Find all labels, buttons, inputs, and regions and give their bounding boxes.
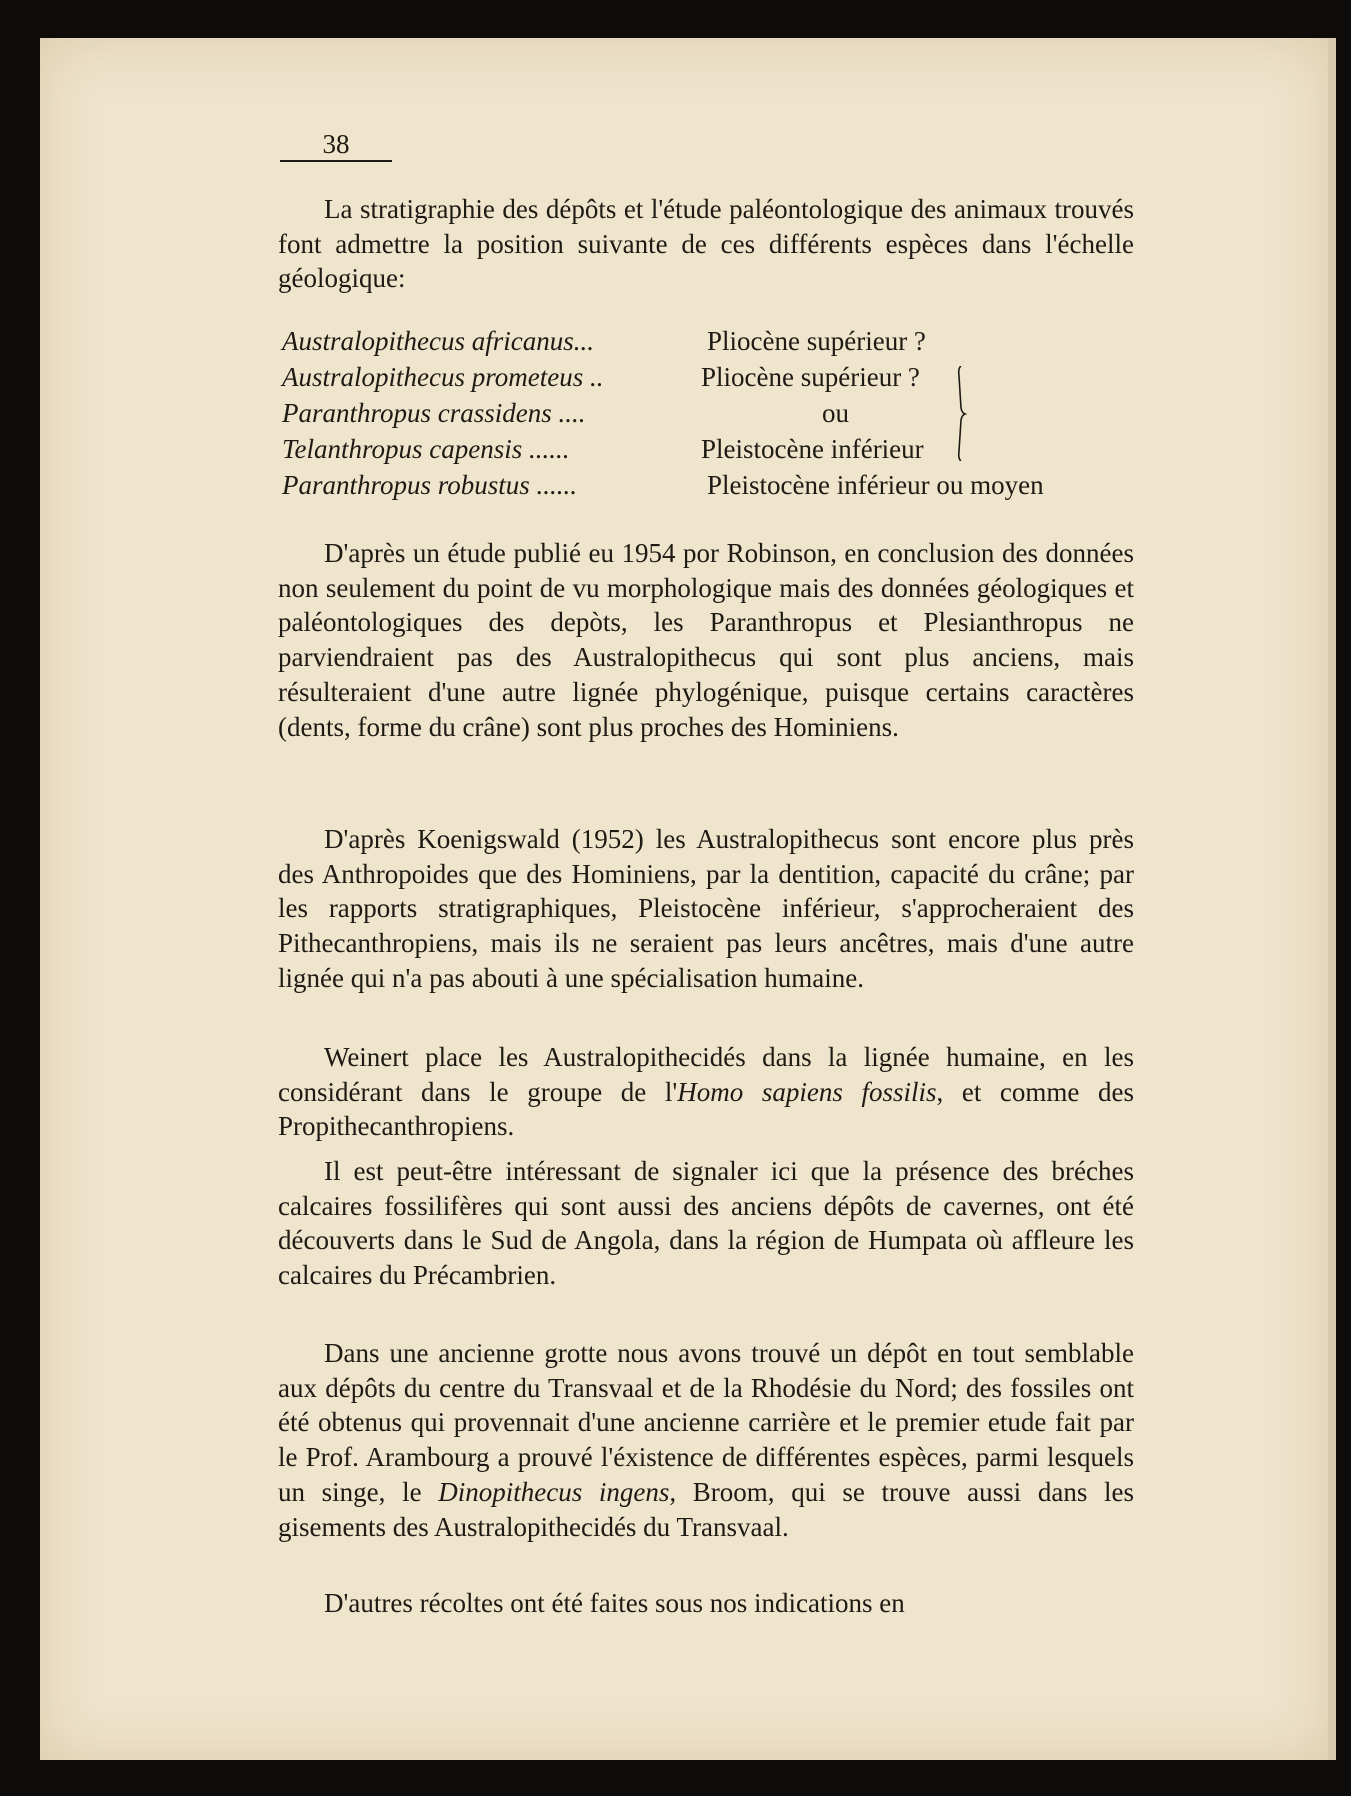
table-row: [282, 395, 1142, 431]
grotte-text: Dans une ancienne grotte nous avons trouvé un dépôt en tout semblable aux dépôts du centre du Transvaal et de la Rhodésie du Nord; des fossiles ont été obtenus qui provennait d'une ancienne carrière et le premier etude fait par le Prof. Arambourg a prouvé l'éxistence de différentes espèces, parmi lesquels un singe, le: [278, 1338, 1134, 1507]
species-age: Pleistocène inférieur ou moyen: [707, 470, 1044, 500]
grotte-italic: Dinopithecus ingens,: [438, 1476, 677, 1507]
species-age: Pleistocène inférieur: [701, 434, 924, 464]
intro-paragraph: La stratigraphie des dépôts et l'étude paléontologique des animaux trouvés font admettre la position suivante de ces différents espèces dans l'échelle géologique:: [278, 194, 1134, 294]
koenigswald-paragraph: D'après Koenigswald (1952) les Australopithecus sont encore plus près des Anthropoides que des Hominiens, par la dentition, capacité du crâne; par les rapports stratigraphiques, Pleistocène inférieur, s'approcheraient des Pithecanthropiens, mais ils ne seraient pas leurs ancêtres, mais d'une autre lignée qui n'a pas abouti à une spécialisation humaine.: [278, 824, 1134, 993]
weinert-paragraph: [278, 1040, 1134, 1144]
table-row: [282, 467, 1142, 503]
robinson-paragraph: D'après un étude publié eu 1954 por Robinson, en conclusion des données non seulement du point de vu morphologique mais des données géologiques et paléontologiques des depòts, les Paranthropus et Plesianthropus ne parviendraient pas des Australopithecus qui sont plus anciens, mais résulteraient d'une autre lignée phylogénique, puisque certains caractères (dents, forme du crâne) sont plus proches des Hominiens.: [278, 538, 1134, 742]
species-name: Telanthropus capensis ......: [282, 434, 570, 464]
species-name: Australopithecus africanus...: [282, 326, 594, 356]
table-row: [282, 323, 1142, 359]
page-number: 38: [280, 130, 392, 162]
species-age: Pliocène supérieur ?: [707, 326, 926, 356]
brace-icon: [957, 366, 967, 461]
weinert-text-end: , et comme des Propithecanthropiens.: [278, 1076, 1134, 1142]
table-row: [282, 431, 1142, 467]
species-name: Paranthropus crassidens ....: [282, 398, 586, 428]
species-table: [282, 323, 1142, 503]
grotte-paragraph: [278, 1336, 1134, 1544]
last-paragraph: D'autres récoltes ont été faites sous nos indications en: [324, 1588, 905, 1618]
page-edge: [1328, 38, 1336, 1760]
species-age: ou: [822, 398, 849, 428]
table-row: [282, 359, 1142, 395]
species-name: Paranthropus robustus ......: [282, 470, 578, 500]
species-age: Pliocène supérieur ?: [701, 362, 920, 392]
grotte-text-end: Broom, qui se trouve aussi dans les gisements des Australopithecidés du Transvaal.: [278, 1476, 1134, 1542]
species-name: Australopithecus prometeus ..: [282, 362, 604, 392]
angola-paragraph: Il est peut-être intéressant de signaler ici que la présence des bréches calcaires fossilifères qui sont aussi des anciens dépôts de cavernes, ont été découverts dans le Sud de Angola, dans la région de Humpata où affleure les calcaires du Précambrien.: [278, 1156, 1134, 1291]
weinert-italic: Homo sapiens fossilis: [677, 1076, 937, 1107]
weinert-text: Weinert place les Australopithecidés dans la lignée humaine, en les considérant dans le groupe de l': [278, 1042, 1134, 1107]
